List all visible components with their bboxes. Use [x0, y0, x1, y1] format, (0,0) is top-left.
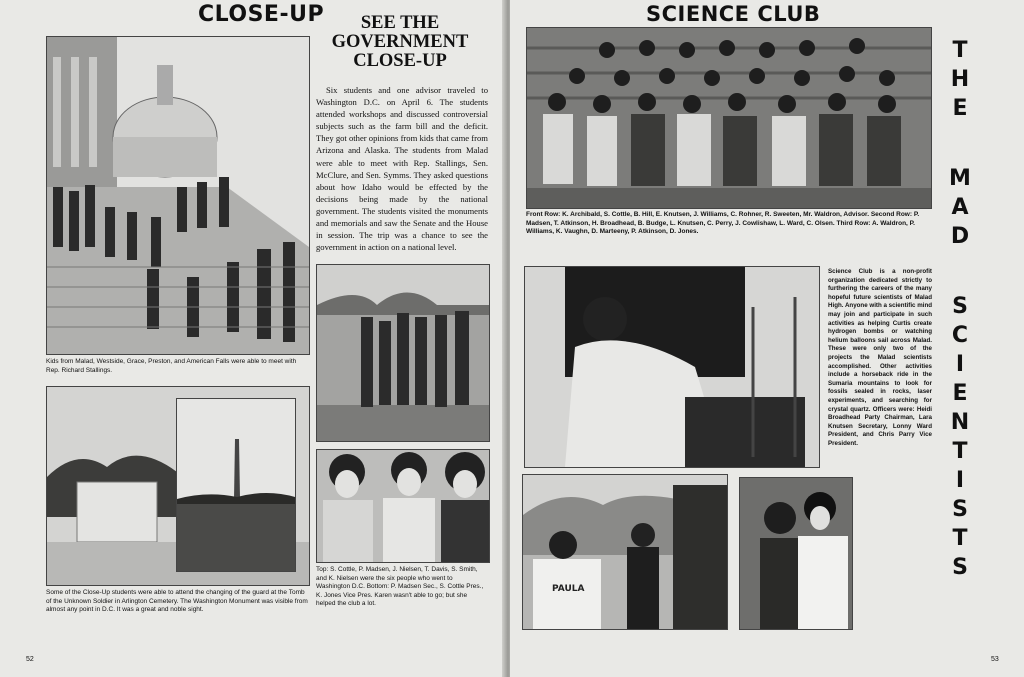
washington-monument-photo: [176, 398, 296, 572]
story-body: Six students and one advisor traveled to Washington D.C. on April 6. The students attended workshops and discussed controversial subjects such as the farm bill and the deficit. They got other opinions from kids that came from Arizona and Alaska. The students from Malad were able to meet with Rep. Stallings, Sen. McClure, and Sen. Symms. They asked questions about how Idaho would be effected by the decisions being made by the national government. The students visited the monuments and memorials and saw the Senate and the House in session. The trip was a chance to see the government in action on a national level.: [316, 85, 488, 253]
science-club-header: SCIENCE CLUB: [646, 2, 821, 26]
group-photo-caption: Front Row: K. Archibald, S. Cottle, B. Hill, E. Knutsen, J. Williams, C. Rohner, R. Sweeten, Mr. Waldron, Advisor. Second Row: P. Madsen, T. Atkinson, H. Broadhead, B. Budge, L. Knutsen, C. Perry, J. Cowlishaw, L. Ward, C. Olsen. Third Row: A. Waldron, P. Williams, K. Vaughn, D. Marteeny, P. Atkinson, D. Jones.: [526, 211, 920, 235]
story-title-line-2: GOVERNMENT: [331, 32, 469, 52]
page-number-right: 53: [991, 656, 999, 663]
right-page: [510, 0, 1024, 677]
tomb-photo-caption: Some of the Close-Up students were able to attend the changing of the guard at the Tomb of the Unknown Soldier in Arlington Cemetery. The Washington Monument was visible from almost any point in D.C. It was a great and noble sight.: [46, 589, 308, 613]
lab-experiment-photo: [524, 266, 820, 468]
story-title: [314, 14, 486, 71]
page-number-left: 52: [26, 656, 34, 663]
vertical-title-scientists: S C I E N T I S T S: [950, 294, 970, 580]
story-title-line-3: CLOSE-UP: [353, 51, 447, 71]
close-up-header: CLOSE-UP: [198, 2, 325, 27]
club-description: Science Club is a non-profit organization dedicated strictly to furthering the careers of the many hopeful future scientists of Malad High. Anyone with a scientific mind may join and participate in such activities as helping Curtis create hydrogen bombs or watching helium balloons sail across Malad. These were only two of the projects the Malad scientists accomplished. Other activities include a horseback ride in the Sumaria mountains to look for fossils sealed in rocks, laser experiments, and searching for crystal quartz. Officers were: Heidi Broadhead Party Chairman, Lara Knutsen Secretary, Lonny Ward President, and Chris Parry Vice President.: [828, 268, 932, 447]
vertical-title-the: T H E: [950, 38, 970, 121]
officers-group-photo: [316, 449, 490, 563]
left-page: [0, 0, 508, 677]
sweatshirt-lettering: PAULA: [552, 584, 585, 594]
students-talking-photo: [739, 477, 853, 630]
capitol-steps-photo: [46, 36, 310, 355]
mountain-outing-photo: [522, 474, 728, 630]
capitol-photo-caption: Kids from Malad, Westside, Grace, Preston, and American Falls were able to meet with Rep. Richard Stallings.: [46, 358, 297, 374]
officers-photo-caption: Top: S. Cottle, P. Madsen, J. Nielsen, T. Davis, S. Smith, and K. Nielsen were the six people who went to Washington D.C. Bottom: P. Madsen Sec., S. Cottle Pres., K. Jones Vice Pres. Karen wasn't able to go; but she helped the club a lot.: [316, 566, 484, 607]
science-club-group-photo: [526, 27, 932, 209]
vertical-title-mad: M A D: [949, 166, 971, 249]
students-at-monument-photo: [316, 264, 490, 442]
story-title-line-1: SEE THE: [360, 13, 440, 33]
